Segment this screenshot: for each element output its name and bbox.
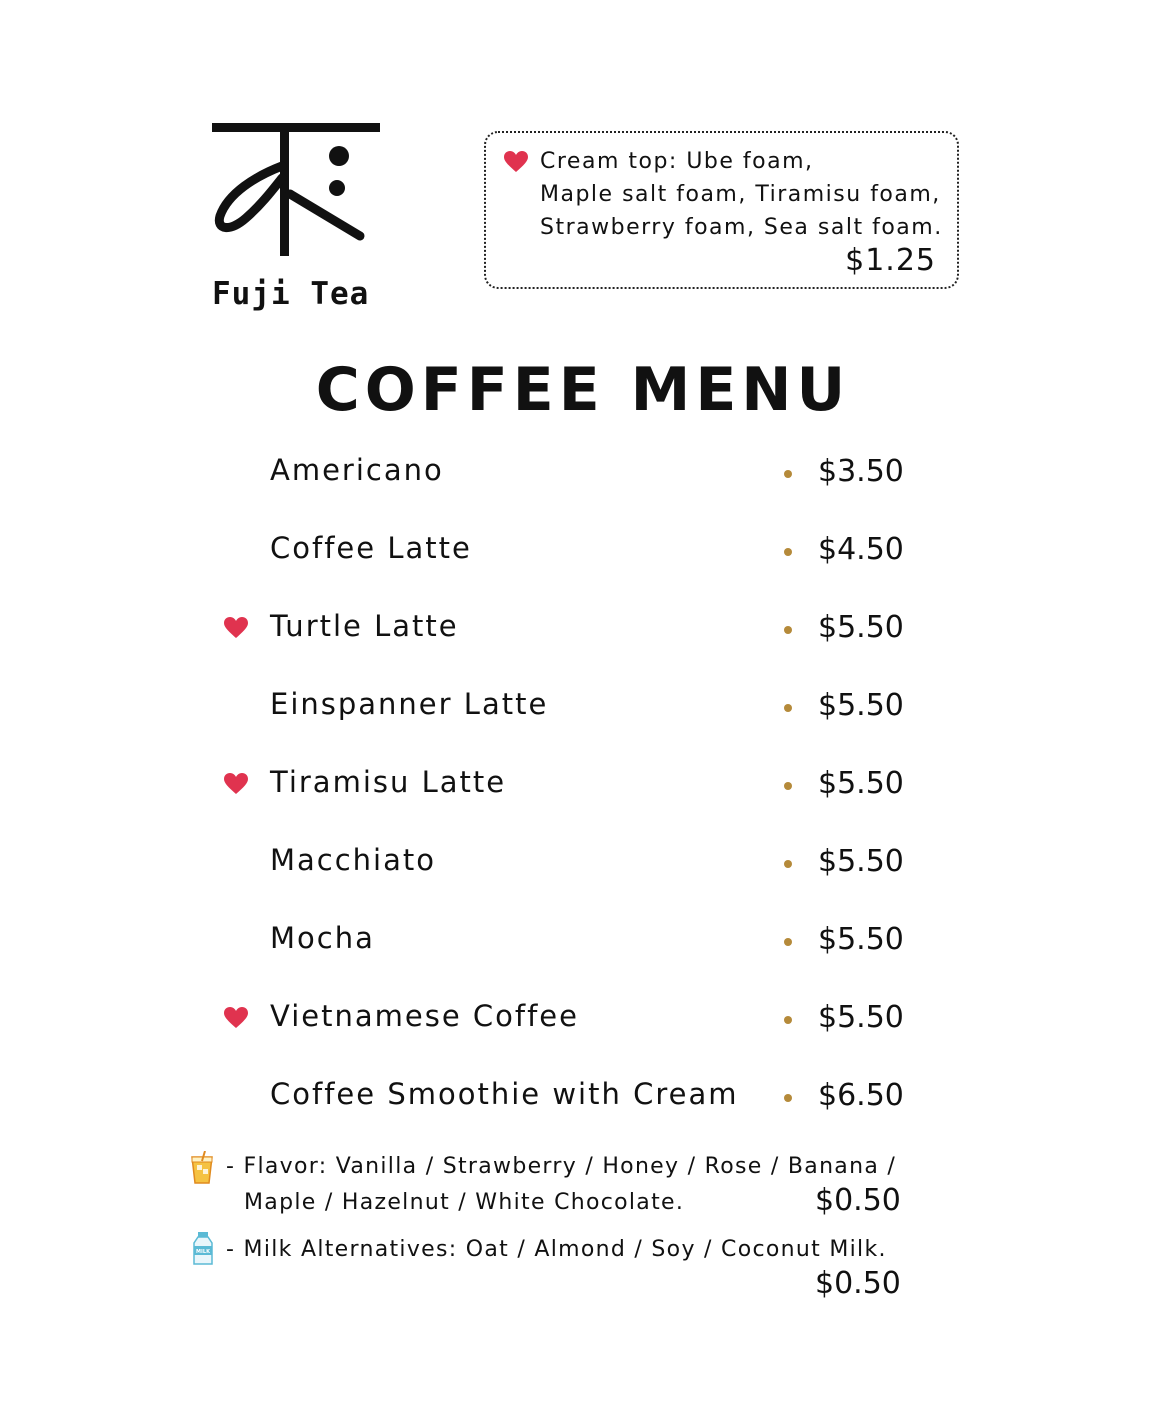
menu-item: [0, 833, 1150, 893]
menu-item-price: $5.50: [818, 688, 904, 723]
menu-item-name: Vietnamese Coffee: [270, 999, 579, 1033]
cream-top-price: $1.25: [845, 243, 936, 278]
brand-name: Fuji Tea: [212, 276, 370, 312]
heart-icon: [224, 617, 248, 639]
menu-item: [0, 677, 1150, 737]
menu-item-price: $5.50: [818, 766, 904, 801]
iced-drink-icon: [189, 1151, 215, 1185]
menu-item-name: Tiramisu Latte: [270, 765, 507, 799]
menu-item: [0, 1067, 1150, 1127]
menu-item-price: $6.50: [818, 1078, 904, 1113]
flavor-price: $0.50: [815, 1183, 901, 1218]
menu-item: [0, 755, 1150, 815]
menu-item-price: $5.50: [818, 610, 904, 645]
flavor-line-1: - Flavor: Vanilla / Strawberry / Honey / Rose / Banana /: [226, 1154, 897, 1179]
milk-label: MILK: [196, 1249, 210, 1255]
bullet-dot: [784, 626, 792, 634]
menu-item-name: Einspanner Latte: [270, 687, 549, 721]
bullet-dot: [784, 1094, 792, 1102]
milk-bottle-icon: [190, 1232, 216, 1266]
fuji-tea-logo: [206, 118, 386, 268]
menu-title: COFFEE MENU: [315, 355, 851, 425]
bullet-dot: [784, 1016, 792, 1024]
menu-item: [0, 911, 1150, 971]
heart-icon: [224, 773, 248, 795]
bullet-dot: [784, 470, 792, 478]
cream-top-line: Maple salt foam, Tiramisu foam,: [540, 182, 941, 207]
menu-item-name: Coffee Smoothie with Cream: [270, 1077, 739, 1111]
menu-item-price: $5.50: [818, 922, 904, 957]
bullet-dot: [784, 860, 792, 868]
menu-item: [0, 599, 1150, 659]
menu-item: [0, 521, 1150, 581]
cream-top-description: [540, 145, 950, 244]
cream-top-line: Strawberry foam, Sea salt foam.: [540, 215, 943, 240]
cream-top-line: Cream top: Ube foam,: [540, 149, 814, 174]
menu-item-name: Turtle Latte: [270, 609, 459, 643]
menu-item: [0, 443, 1150, 503]
menu-item-price: $5.50: [818, 844, 904, 879]
menu-item-name: Macchiato: [270, 843, 437, 877]
milk-line-1: - Milk Alternatives: Oat / Almond / Soy / Coconut Milk.: [226, 1237, 887, 1262]
menu-item: [0, 989, 1150, 1049]
bullet-dot: [784, 548, 792, 556]
milk-price: $0.50: [815, 1266, 901, 1301]
menu-item-name: Mocha: [270, 921, 375, 955]
bullet-dot: [784, 782, 792, 790]
menu-item-name: Americano: [270, 453, 444, 487]
bullet-dot: [784, 704, 792, 712]
heart-icon: [504, 151, 528, 173]
menu-item-price: $3.50: [818, 454, 904, 489]
bullet-dot: [784, 938, 792, 946]
flavor-line-2: Maple / Hazelnut / White Chocolate.: [244, 1190, 685, 1215]
menu-item-price: $5.50: [818, 1000, 904, 1035]
menu-item-price: $4.50: [818, 532, 904, 567]
menu-item-name: Coffee Latte: [270, 531, 472, 565]
heart-icon: [224, 1007, 248, 1029]
